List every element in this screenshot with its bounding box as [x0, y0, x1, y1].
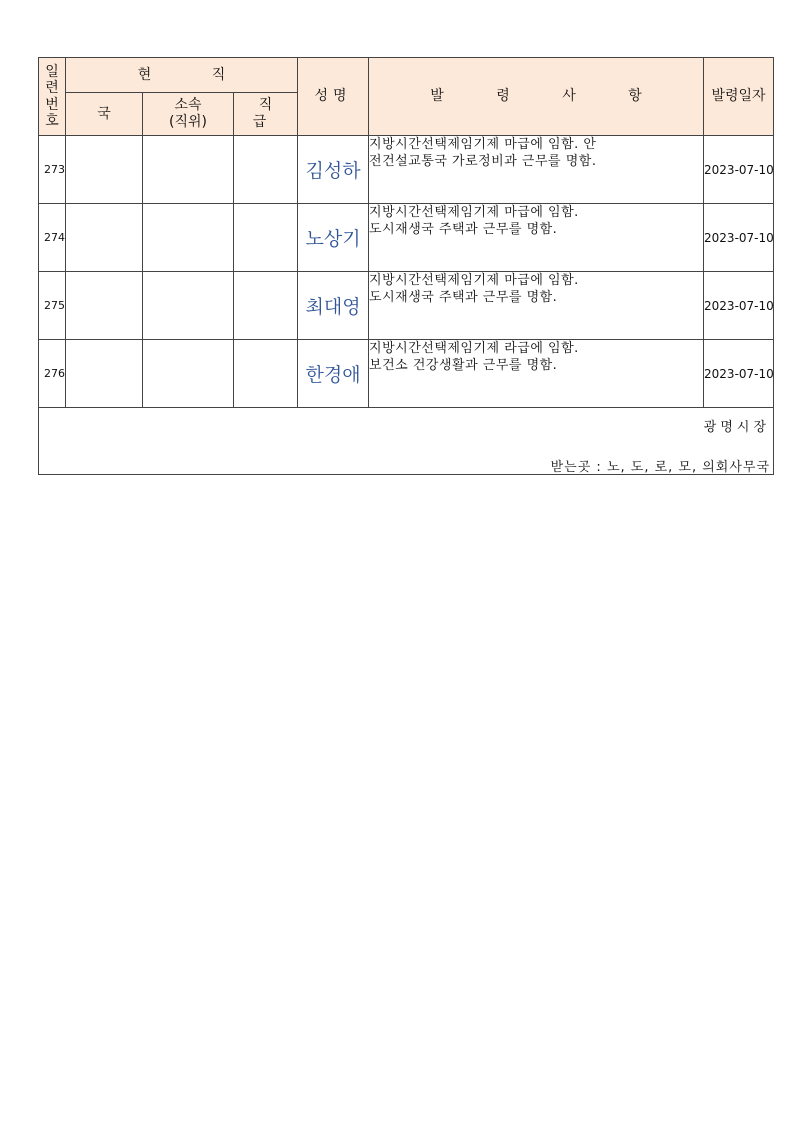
serial-number-header: [39, 58, 66, 136]
order-detail-line: 도시재생국 주택과 근무를 명함.: [369, 290, 558, 305]
current-position-label: 현 직: [137, 66, 254, 83]
personnel-order-table: [38, 57, 774, 475]
order-detail-line: 보건소 건강생활과 근무를 명함.: [369, 358, 558, 373]
affiliation-cell: [143, 204, 234, 272]
rank-header: [234, 93, 298, 136]
bureau-cell: [66, 340, 143, 408]
order-details: [369, 272, 704, 340]
serial-header-char: 련: [45, 80, 59, 97]
name-header-label: 성명: [314, 88, 352, 105]
serial-number: 274: [39, 204, 66, 272]
affiliation-header-line1: 소속: [174, 97, 202, 114]
order-date: 2023-07-10: [704, 272, 774, 340]
order-details: [369, 340, 704, 408]
rank-cell: [234, 136, 298, 204]
person-name: 김성하: [298, 136, 369, 204]
document-footer: [39, 408, 774, 475]
serial-header-char: 호: [45, 112, 59, 129]
bureau-header-label: 국: [97, 105, 111, 122]
serial-header-char: 번: [45, 96, 59, 113]
table-row: [39, 340, 774, 408]
order-details: [369, 204, 704, 272]
serial-header-char: 일: [45, 64, 59, 81]
bureau-header: [66, 93, 143, 136]
serial-number: 276: [39, 340, 66, 408]
order-detail-line: 지방시간선택제임기제 마급에 임함. 안: [369, 137, 597, 152]
order-detail-line: 전건설교통국 가로정비과 근무를 명함.: [369, 154, 597, 169]
recipients-line: 받는곳 : 노, 도, 로, 모, 의회사무국: [550, 460, 771, 475]
affiliation-cell: [143, 340, 234, 408]
order-date: 2023-07-10: [704, 204, 774, 272]
person-name: 최대영: [298, 272, 369, 340]
order-detail-line: 지방시간선택제임기제 라급에 임함.: [369, 341, 579, 356]
serial-number: 273: [39, 136, 66, 204]
bureau-cell: [66, 204, 143, 272]
details-header: [369, 58, 704, 136]
table-row: [39, 272, 774, 340]
affiliation-cell: [143, 136, 234, 204]
rank-cell: [234, 204, 298, 272]
rank-header-label: 직 급: [252, 97, 285, 130]
date-header-label: 발령일자: [711, 88, 766, 105]
rank-cell: [234, 340, 298, 408]
details-header-label: 발 령 사 항: [430, 88, 666, 105]
order-date: 2023-07-10: [704, 136, 774, 204]
issuer-signature: 광명시장: [703, 420, 771, 435]
person-name: 한경애: [298, 340, 369, 408]
rank-cell: [234, 272, 298, 340]
serial-number: 275: [39, 272, 66, 340]
order-date: 2023-07-10: [704, 340, 774, 408]
bureau-cell: [66, 272, 143, 340]
date-header: [704, 58, 774, 136]
bureau-cell: [66, 136, 143, 204]
person-name: 노상기: [298, 204, 369, 272]
order-detail-line: 지방시간선택제임기제 마급에 임함.: [369, 205, 579, 220]
table-row: [39, 136, 774, 204]
order-details: [369, 136, 704, 204]
order-detail-line: 도시재생국 주택과 근무를 명함.: [369, 222, 558, 237]
affiliation-header: [143, 93, 234, 136]
order-detail-line: 지방시간선택제임기제 마급에 임함.: [369, 273, 579, 288]
affiliation-header-line2: (직위): [169, 114, 207, 130]
current-position-header: [66, 58, 298, 93]
affiliation-cell: [143, 272, 234, 340]
name-header: [298, 58, 369, 136]
table-row: [39, 204, 774, 272]
